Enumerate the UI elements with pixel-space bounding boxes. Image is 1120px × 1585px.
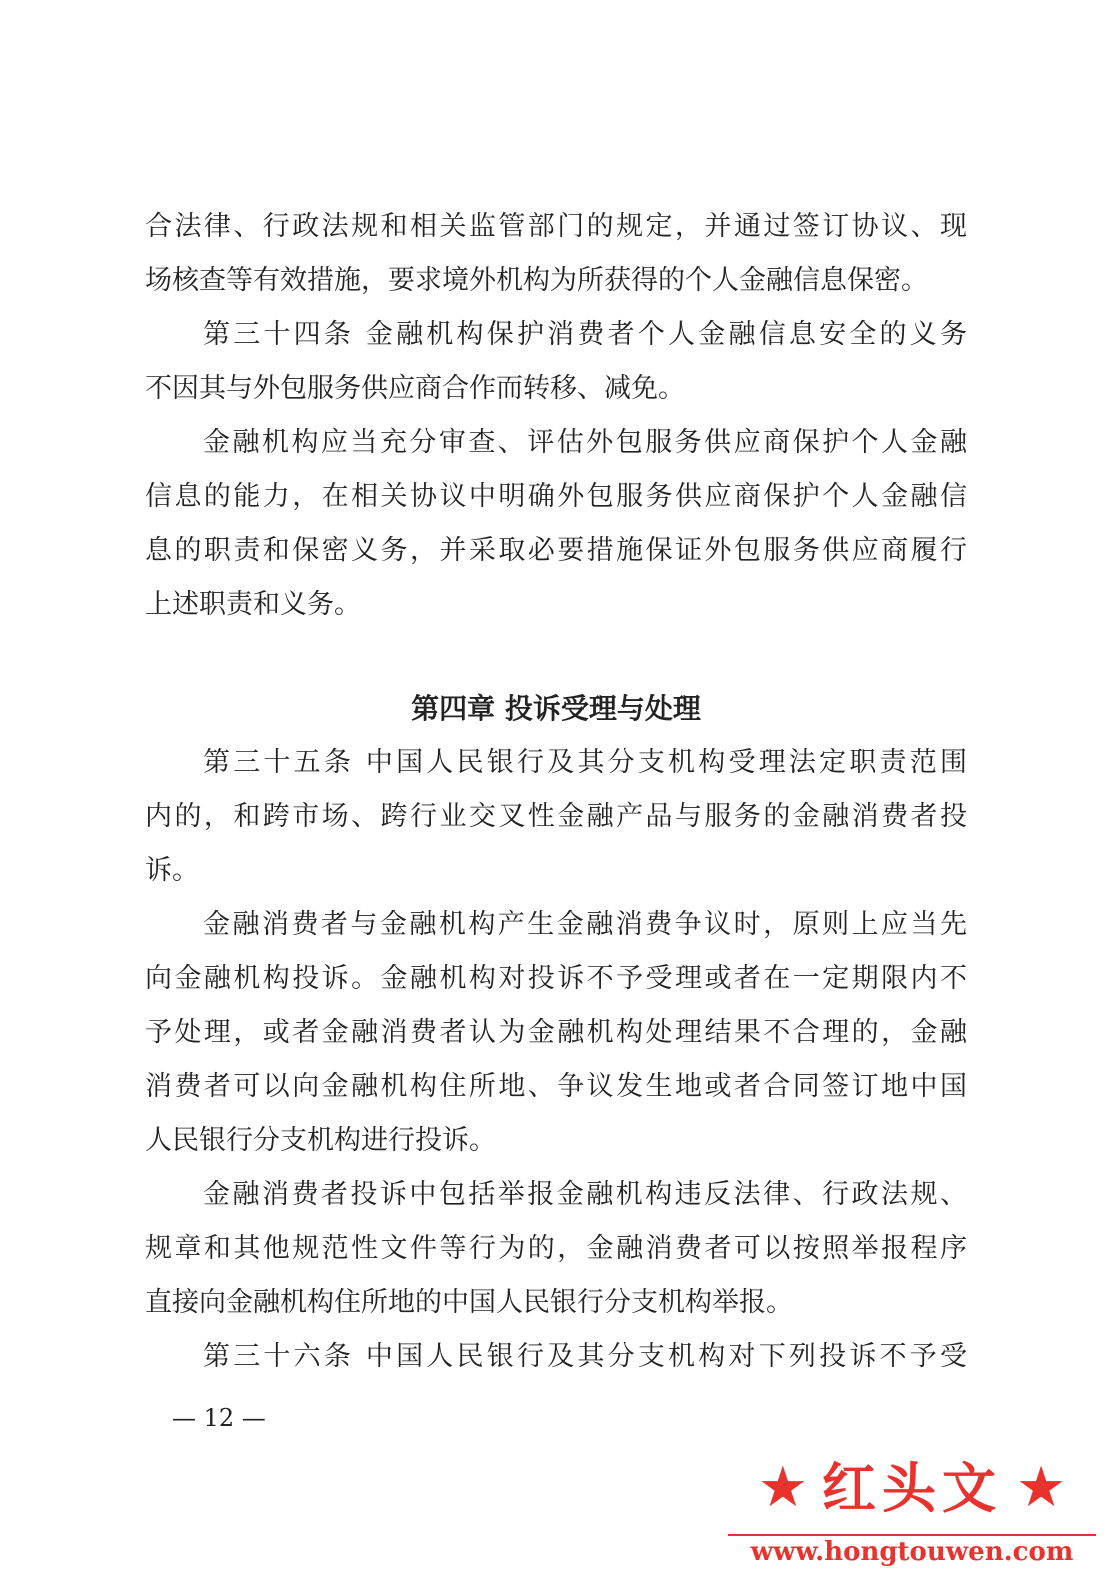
document-body <box>145 200 967 1384</box>
text-line: 消费者可以向金融机构住所地、争议发生地或者合同签订地中国 <box>145 1071 967 1102</box>
article-36-heading-line: 第三十六条 中国人民银行及其分支机构对下列投诉不予受 <box>203 1341 967 1372</box>
watermark-url: www.hongtouwen.com <box>750 1537 1074 1567</box>
text-line: 不因其与外包服务供应商合作而转移、减免。 <box>145 373 685 404</box>
text-line: 金融消费者与金融机构产生金融消费争议时，原则上应当先 <box>203 909 967 940</box>
watermark-row <box>722 1448 1102 1528</box>
text-line: 诉。 <box>145 855 199 886</box>
text-line: 息的职责和保密义务，并采取必要措施保证外包服务供应商履行 <box>145 535 967 566</box>
page-number: — 12 — <box>172 1404 266 1432</box>
text-line: 金融消费者投诉中包括举报金融机构违反法律、行政法规、 <box>203 1179 967 1210</box>
star-icon: ★ <box>1016 1455 1067 1520</box>
watermark-text: 红头文 <box>822 1456 1002 1520</box>
text-line: 内的，和跨市场、跨行业交叉性金融产品与服务的金融消费者投 <box>145 801 967 832</box>
text-line: 予处理，或者金融消费者认为金融机构处理结果不合理的，金融 <box>145 1017 967 1048</box>
text-line: 人民银行分支机构进行投诉。 <box>145 1125 496 1156</box>
text-line: 直接向金融机构住所地的中国人民银行分支机构举报。 <box>145 1287 793 1318</box>
text-line: 场核查等有效措施，要求境外机构为所获得的个人金融信息保密。 <box>145 265 928 296</box>
text-line: 金融机构应当充分审查、评估外包服务供应商保护个人金融 <box>203 427 967 458</box>
section-gap <box>145 632 967 682</box>
text-line: 信息的能力，在相关协议中明确外包服务供应商保护个人金融信 <box>145 481 967 512</box>
star-icon: ★ <box>757 1455 808 1520</box>
article-34-heading-line: 第三十四条 金融机构保护消费者个人金融信息安全的义务 <box>203 319 967 350</box>
chapter-title: 第四章 投诉受理与处理 <box>411 692 701 725</box>
text-line: 向金融机构投诉。金融机构对投诉不予受理或者在一定期限内不 <box>145 963 967 994</box>
text-line: 合法律、行政法规和相关监管部门的规定，并通过签订协议、现 <box>145 211 967 242</box>
text-line: 规章和其他规范性文件等行为的，金融消费者可以按照举报程序 <box>145 1233 967 1264</box>
article-35-heading-line: 第三十五条 中国人民银行及其分支机构受理法定职责范围 <box>203 747 967 778</box>
text-line: 上述职责和义务。 <box>145 589 361 620</box>
watermark-logo <box>722 1448 1102 1568</box>
